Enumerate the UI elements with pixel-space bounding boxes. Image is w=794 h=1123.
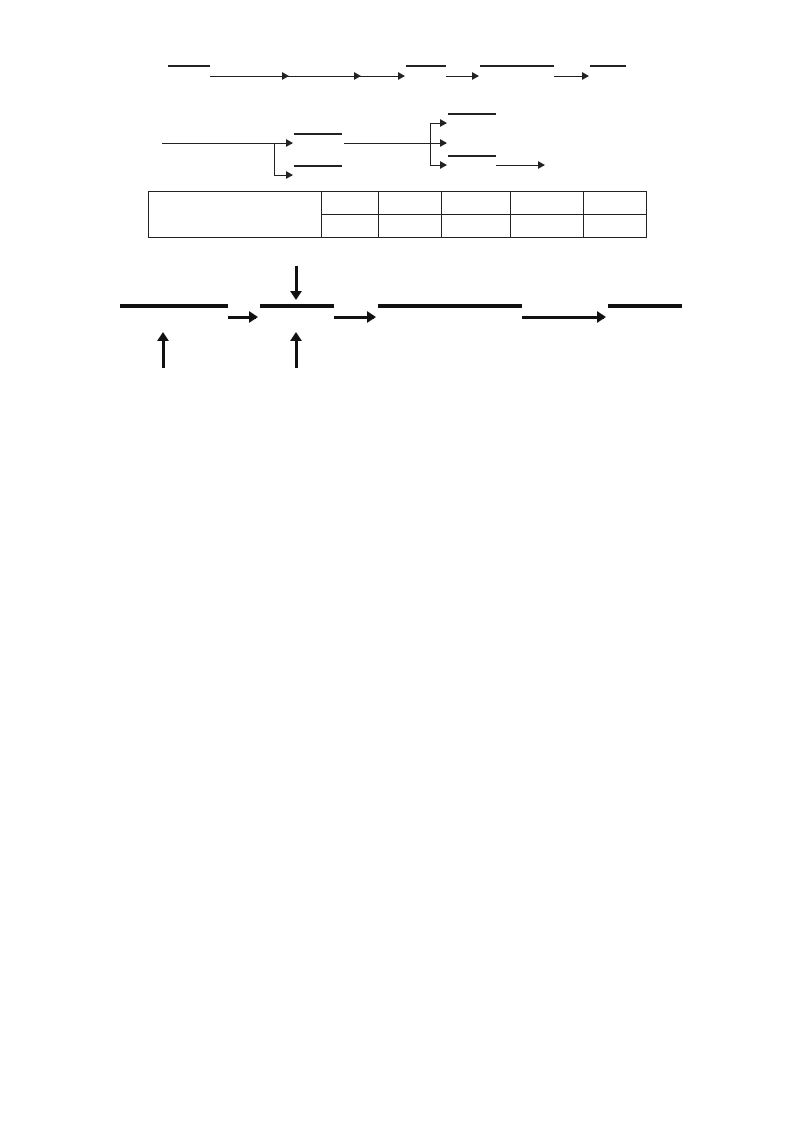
precipitate-x-box bbox=[294, 165, 342, 167]
filtrate-n-box bbox=[448, 113, 496, 115]
table-cell bbox=[584, 215, 647, 238]
flowchart-2 bbox=[58, 111, 748, 189]
table-row bbox=[149, 192, 647, 215]
flow-arrow-down bbox=[295, 266, 298, 296]
branch-line bbox=[430, 123, 431, 165]
table-cell bbox=[322, 215, 379, 238]
flow-arrow bbox=[430, 165, 446, 166]
flow-box-waste bbox=[168, 65, 210, 67]
table-header-cell bbox=[584, 192, 647, 215]
table-row-label bbox=[149, 192, 322, 238]
branch-line bbox=[274, 143, 275, 175]
table-header-cell bbox=[511, 192, 584, 215]
flow-arrow bbox=[162, 143, 292, 144]
flowchart-1 bbox=[58, 59, 748, 107]
naclo2-product-box bbox=[608, 304, 682, 308]
table-cell bbox=[442, 215, 511, 238]
flow-arrow-up bbox=[162, 336, 165, 368]
flow-arrow bbox=[288, 76, 360, 77]
table-header-cell bbox=[322, 192, 379, 215]
flow-arrow bbox=[430, 123, 446, 124]
flow-arrow bbox=[334, 316, 374, 319]
precipitate-y-box bbox=[448, 155, 496, 157]
flowchart-3 bbox=[58, 246, 748, 388]
table-cell bbox=[379, 215, 442, 238]
absorber-box bbox=[260, 304, 334, 308]
flow-arrow bbox=[496, 165, 544, 166]
flow-arrow bbox=[554, 76, 588, 77]
flow-arrow bbox=[360, 76, 404, 77]
filtrate-m-box bbox=[294, 133, 342, 135]
flow-arrow bbox=[522, 316, 604, 319]
flow-arrow bbox=[210, 76, 288, 77]
evaporation-box bbox=[378, 304, 522, 308]
flow-arrow bbox=[274, 175, 292, 176]
flow-arrow bbox=[228, 316, 256, 319]
ion-concentration-table bbox=[148, 191, 647, 238]
flow-box-crystal bbox=[480, 65, 554, 67]
flow-box-solution bbox=[406, 65, 446, 67]
table-header-cell bbox=[379, 192, 442, 215]
table-cell bbox=[511, 215, 584, 238]
flow-arrow bbox=[446, 76, 478, 77]
flow-arrow-up bbox=[295, 336, 298, 368]
document-page bbox=[58, 57, 748, 404]
table-header-cell bbox=[442, 192, 511, 215]
clo2-generator-box bbox=[120, 304, 228, 308]
flow-box-zno bbox=[590, 65, 626, 67]
